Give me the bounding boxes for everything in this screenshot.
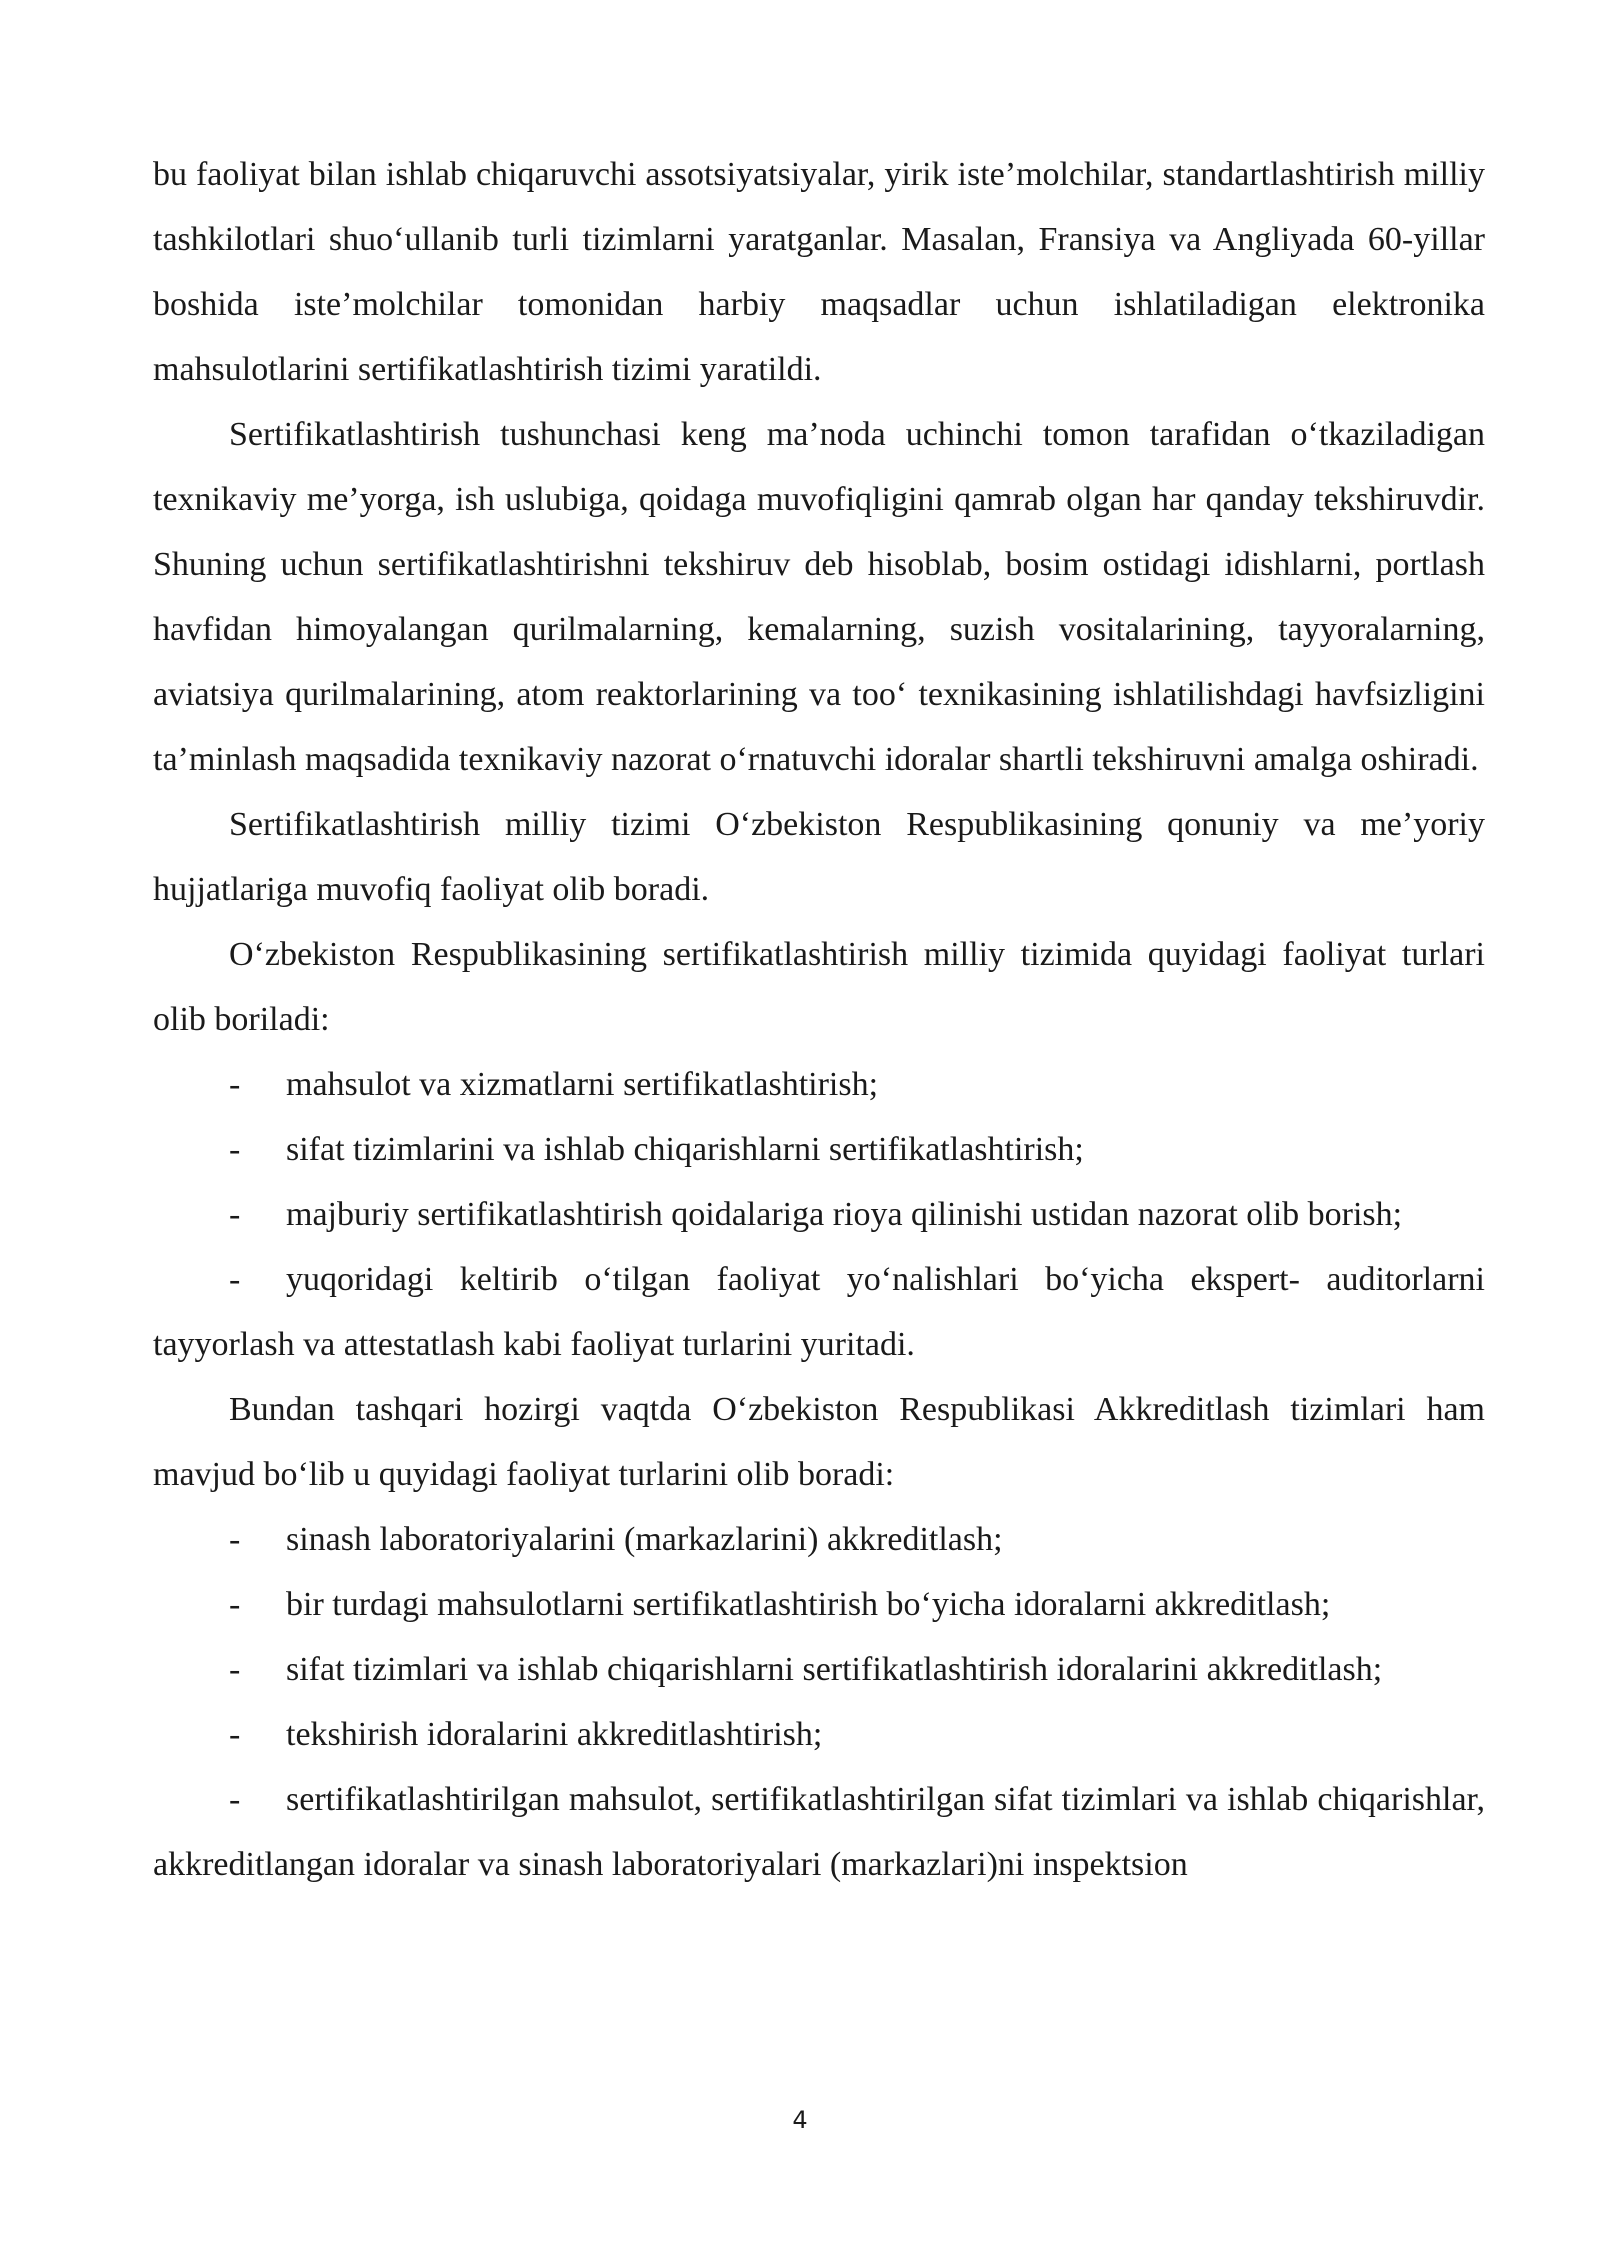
list-item-text: sertifikatlashtirilgan mahsulot, sertifikatlashtirilgan sifat tizimlari va ishlab chiqarishlar, akkreditlangan idoralar va sinash laboratoriyalari (markazlari)ni inspektsion [153, 1781, 1485, 1883]
paragraph-activity-types-intro: O‘zbekiston Respublikasining sertifikatlashtirish milliy tizimida quyidagi faoliyat turlari olib boriladi: [153, 936, 1485, 1038]
list-dash: - [229, 1131, 241, 1168]
list-dash: - [229, 1521, 241, 1558]
list-dash: - [229, 1196, 241, 1233]
list-item-text: sifat tizimlari va ishlab chiqarishlarni sertifikatlashtirish idoralarini akkreditlash; [286, 1651, 1383, 1688]
paragraph-certification-concept: Sertifikatlashtirish tushunchasi keng ma’noda uchinchi tomon tarafidan o‘tkaziladigan texnikaviy me’yorga, ish uslubiga, qoidaga muvofiqligini qamrab olgan har qanday tekshiruvdir. Shuning uchun sertifikatlashtirishni tekshiruv deb hisoblab, bosim ostidagi idishlarni, portlash havfidan himoyalangan qurilmalarning, kemalarning, suzish vositalarining, tayyoralarning, aviatsiya qurilmalarining, atom reaktorlarining va too‘ texnikasining ishlatilishdagi havfsizligini ta’minlash maqsadida texnikaviy nazorat o‘rnatuvchi idoralar shartli tekshiruvni amalga oshiradi. [153, 416, 1485, 778]
list-item [153, 1767, 1485, 1897]
list-item [153, 1572, 1485, 1637]
list-dash: - [229, 1651, 241, 1688]
paragraph-accreditation-intro: Bundan tashqari hozirgi vaqtda O‘zbekiston Respublikasi Akkreditlash tizimlari ham mavjud bo‘lib u quyidagi faoliyat turlarini olib boradi: [153, 1391, 1485, 1493]
list-dash: - [229, 1261, 241, 1298]
list-item [153, 1247, 1485, 1377]
list-dash: - [229, 1716, 241, 1753]
list-item-text: mahsulot va xizmatlarni sertifikatlashtirish; [286, 1066, 879, 1103]
paragraph-national-system: Sertifikatlashtirish milliy tizimi O‘zbekiston Respublikasining qonuniy va me’yoriy hujjatlariga muvofiq faoliyat olib boradi. [153, 806, 1485, 908]
page-number: 4 [792, 2106, 808, 2134]
list-dash: - [229, 1781, 241, 1818]
list-item-text: bir turdagi mahsulotlarni sertifikatlashtirish bo‘yicha idoralarni akkreditlash; [286, 1586, 1331, 1623]
list-item [153, 1702, 1485, 1767]
list-item-text: sifat tizimlarini va ishlab chiqarishlarni sertifikatlashtirish; [286, 1131, 1084, 1168]
list-item-text: tekshirish idoralarini akkreditlashtirish; [286, 1716, 823, 1753]
list-item [153, 1182, 1485, 1247]
list-item [153, 1637, 1485, 1702]
list-dash: - [229, 1066, 241, 1103]
list-item-text: majburiy sertifikatlashtirish qoidalariga rioya qilinishi ustidan nazorat olib borish; [286, 1196, 1403, 1233]
list-item-text: sinash laboratoriyalarini (markazlarini) akkreditlash; [286, 1521, 1003, 1558]
paragraph-intro-continued: bu faoliyat bilan ishlab chiqaruvchi assotsiyatsiyalar, yirik iste’molchilar, standartlashtirish milliy tashkilotlari shuo‘ullanib turli tizimlarni yaratganlar. Masalan, Fransiya va Angliyada 60-yillar boshida iste’molchilar tomonidan harbiy maqsadlar uchun ishlatiladigan elektronika mahsulotlarini sertifikatlashtirish tizimi yaratildi. [153, 156, 1485, 388]
list-item-text: yuqoridagi keltirib o‘tilgan faoliyat yo‘nalishlari bo‘yicha ekspert- auditorlarni tayyorlash va attestatlash kabi faoliyat turlarini yuritadi. [153, 1261, 1485, 1363]
page-body [153, 142, 1485, 1897]
list-dash: - [229, 1586, 241, 1623]
list-item [153, 1052, 1485, 1117]
list-item [153, 1117, 1485, 1182]
list-item [153, 1507, 1485, 1572]
